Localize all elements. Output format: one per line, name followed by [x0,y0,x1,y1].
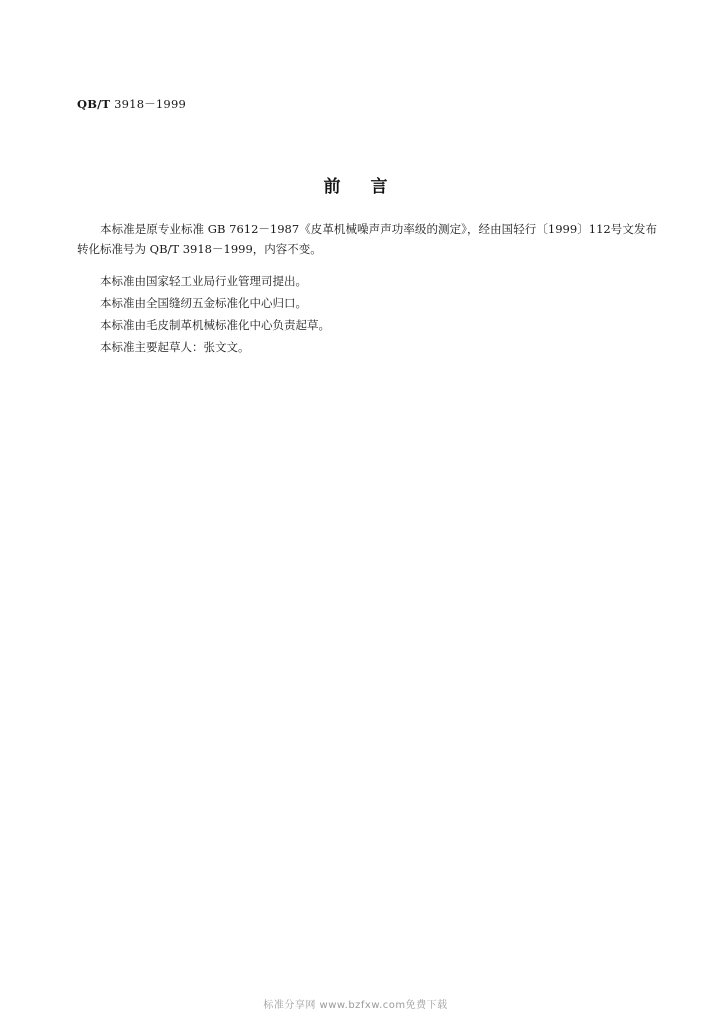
foreword-paragraph: 本标准是原专业标准 GB 7612－1987《皮革机械噪声声功率级的测定》，经由国轻行〔1999〕112号文发布转化标准号为 QB/T 3918－1999，内容不变。 [77,222,657,256]
standard-code-number: 3918－1999 [110,97,186,111]
page-title: 前言 [323,177,418,197]
drafter-line: 本标准主要起草人：张文文。 [100,340,250,354]
proposer-line: 本标准由国家轻工业局行业管理司提出。 [100,274,307,288]
standard-code [77,96,186,112]
standard-code-prefix: QB/T [77,97,111,111]
footer-watermark[interactable]: 标准分享网 www.bzfxw.com免费下载 [263,1000,448,1011]
drafting-unit-line: 本标准由毛皮制革机械标准化中心负责起草。 [100,318,330,332]
centralized-management-line: 本标准由全国缝纫五金标准化中心归口。 [100,296,307,310]
